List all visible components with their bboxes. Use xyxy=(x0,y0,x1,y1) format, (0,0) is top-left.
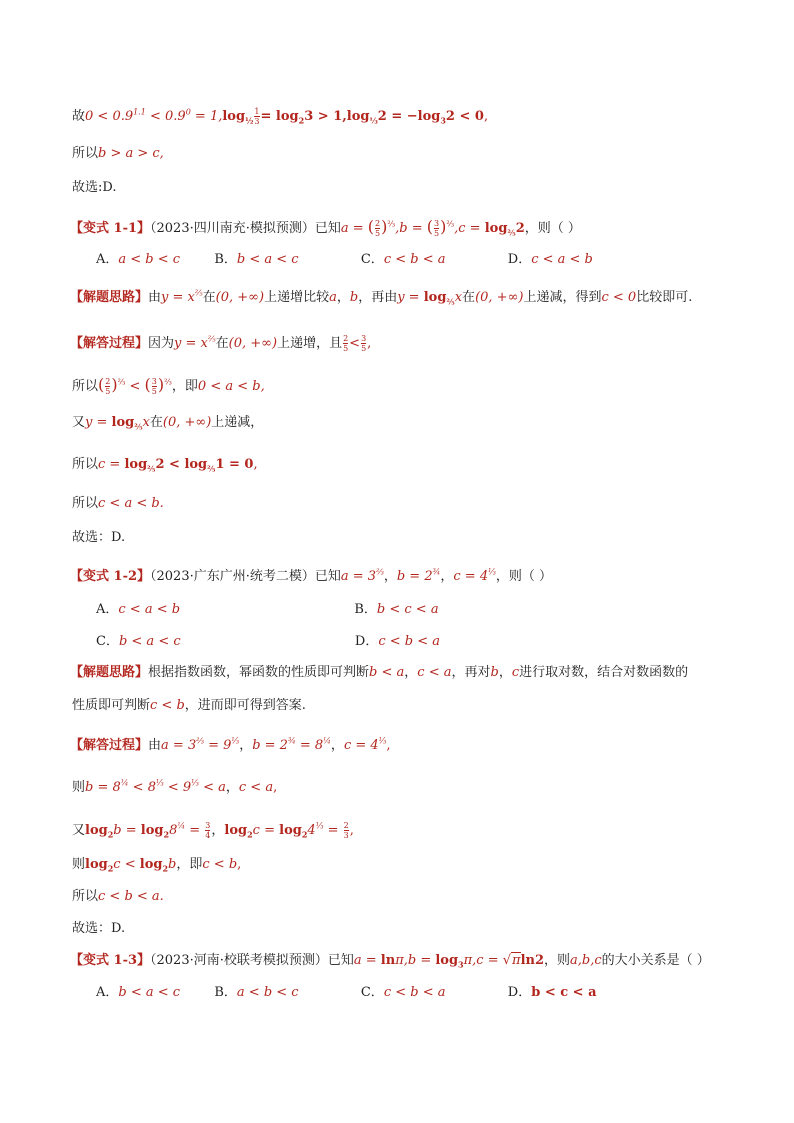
conclusion-line-2: 所以b > a > c, xyxy=(72,146,164,161)
variant-1-1-step-3: 又$y = \log_{\frac{2}{5}}x$在(0, +∞)上递减， xyxy=(72,415,264,432)
variant-1-2-options-row-2 xyxy=(96,633,440,651)
conclusion-line-1: 故$0 < 0.9^{1.1} < 0.9^0 = 1,\log_{\frac{1}{2}}$ $\frac{1}{3}$ = $\log_23 > 1,\log_{\frac{1}{3}}2 = -\log_32 < 0$, xyxy=(72,107,489,126)
variant-1-2-step-3: 又$\log_2b = \log_28^{\frac{1}{4}}$ = $\frac{3}{4}$ ，$\log_2c = \log_24^{\frac{1}{3}}$ = $\frac{2}{3}$ , xyxy=(72,821,354,840)
variant-1-2-question: 【变式 1-2】（2023·广东广州·统考二模）已知$a = 3^{\frac{2}{3}}$，$b = 2^{\frac{3}{4}}$，$c = 4^{\frac{1}{3}}$，则（ ） xyxy=(70,567,552,584)
variant-1-1-step-2: 所以( $\frac{2}{5}$ )$^{\frac{2}{3}}$ < ( $\frac{3}{5}$ )$^{\frac{2}{3}}$，即0 < a < b, xyxy=(72,375,265,396)
option-c[interactable]: C．c < b < a xyxy=(360,252,446,267)
variant-1-1-step-4: 所以$c = \log_{\frac{2}{5}}2 < \log_{\frac{2}{5}}1 = 0$, xyxy=(72,457,258,474)
option-a[interactable]: A．c < a < b xyxy=(96,602,181,617)
option-d[interactable]: D．c < a < b xyxy=(507,252,593,267)
option-a[interactable]: A．b < a < c xyxy=(96,985,181,1000)
option-d[interactable]: D．c < b < a xyxy=(354,634,441,649)
option-a[interactable]: A．a < b < c xyxy=(96,252,181,267)
variant-1-2-idea-line-1: 【解题思路】根据指数函数，幂函数的性质即可判断b < a，c < a，再对b，c进行取对数，结合对数函数的 xyxy=(70,665,689,680)
option-b[interactable]: B．b < c < a xyxy=(354,602,439,617)
option-b[interactable]: B．b < a < c xyxy=(214,252,299,267)
variant-1-2-options-row-1 xyxy=(96,601,439,619)
option-b[interactable]: B．a < b < c xyxy=(214,985,299,1000)
variant-1-1-answer: 故选：D. xyxy=(72,530,126,545)
variant-1-1-step-5: 所以c < a < b. xyxy=(72,496,164,511)
variant-1-2-step-2: 则$b = 8^{\frac{1}{4}} < 8^{\frac{1}{3}} < 9^{\frac{1}{3}} < a$，c < a, xyxy=(72,778,278,795)
variant-1-1-question: 【变式 1-1】（2023·四川南充·模拟预测）已知a = ( $\frac{2}{5}$ )$^{\frac{2}{3}}$,b = ( $\frac{3}{5}$ )$^{\frac{2}{3}},c = \log_{\frac{2}{5}}2$，则（ ） xyxy=(70,217,581,238)
variant-1-3-options xyxy=(96,984,597,1002)
option-c[interactable]: C．c < b < a xyxy=(360,985,446,1000)
option-d[interactable]: D．b < c < a xyxy=(507,985,597,1000)
variant-1-2-step-4: 则$\log_2c < \log_2b$，即c < b, xyxy=(72,857,242,874)
variant-1-2-process: 【解答过程】由$a = 3^{\frac{2}{3}} = 9^{\frac{1}{3}}$，$b = 2^{\frac{3}{4}} = 8^{\frac{1}{4}}$，$c = 4^{\frac{1}{3}}$, xyxy=(70,736,391,753)
variant-1-2-idea-line-2: 性质即可判断c < b，进而即可得到答案. xyxy=(72,698,306,713)
answer-line: 故选:D. xyxy=(72,180,117,195)
variant-1-1-idea: 【解题思路】由$y = x^{\frac{2}{5}}$在(0, +∞)上递增比较a，b，再由$y = \log_{\frac{2}{5}}x$在(0, +∞)上递减，得到c < 0比较即可. xyxy=(70,288,693,307)
variant-1-1-process: 【解答过程】因为$y = x^{\frac{2}{5}}$在(0, +∞)上递增，且 $\frac{2}{5}$ < $\frac{3}{5}$ , xyxy=(70,334,372,353)
variant-1-2-step-5: 所以c < b < a. xyxy=(72,889,164,904)
variant-1-1-options xyxy=(96,251,593,269)
variant-1-2-answer: 故选：D. xyxy=(72,921,126,936)
variant-1-3-question: 【变式 1-3】（2023·河南·校联考模拟预测）已知$a = \ln\pi,b = \log_3\pi,c = √\pi\ln 2$，则a,b,c的大小关系是（ ） xyxy=(70,953,710,970)
option-c[interactable]: C．b < a < c xyxy=(96,634,181,649)
